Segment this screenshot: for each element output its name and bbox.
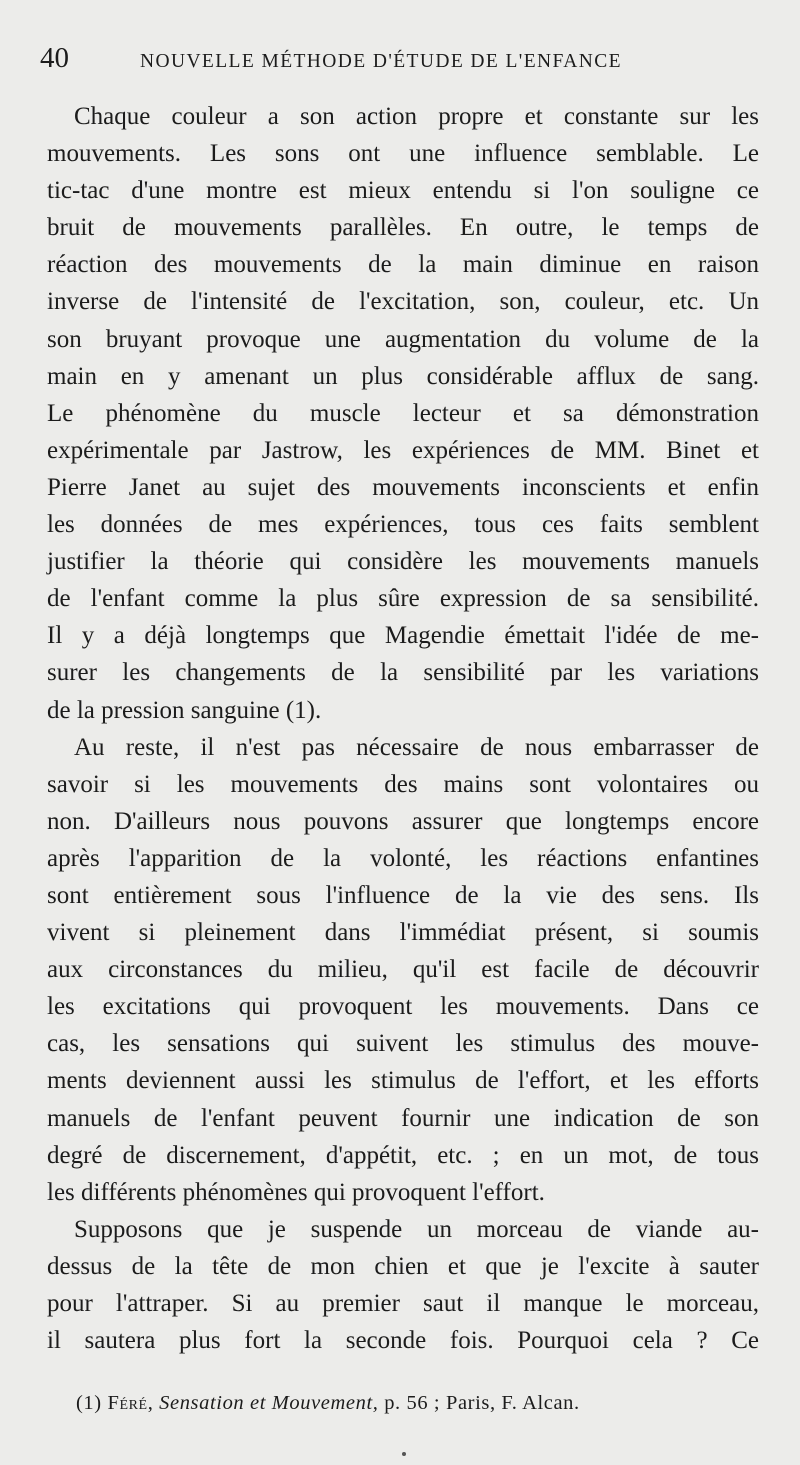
text-line: les différents phénomènes qui provoquent l'effort. xyxy=(47,1178,545,1206)
footnote-reference: p. 56 ; Paris, F. Alcan. xyxy=(384,1392,580,1414)
text-line: Le phénomène du muscle lecteur et sa démonstration xyxy=(47,399,759,427)
text-line: de l'enfant comme la plus sûre expression de sa sensibilité. xyxy=(47,585,759,613)
text-line: bruit de mouvements parallèles. En outre, le temps de xyxy=(47,214,759,242)
text-line: les données de mes expériences, tous ces faits semblent xyxy=(47,511,759,539)
text-line: sont entièrement sous l'influence de la vie des sens. Ils xyxy=(47,881,759,909)
footnote-title: Sensation et Mouvement, xyxy=(159,1392,379,1414)
text-line: expérimentale par Jastrow, les expériences de MM. Binet et xyxy=(47,436,759,464)
running-head xyxy=(40,42,764,74)
paragraph-1 xyxy=(47,98,759,729)
text-line: inverse de l'intensité de l'excitation, son, couleur, etc. Un xyxy=(47,288,759,316)
text-line: surer les changements de la sensibilité par les variations xyxy=(47,659,759,687)
text-line: manuels de l'enfant peuvent fournir une indication de son xyxy=(47,1104,759,1132)
text-line: non. D'ailleurs nous pouvons assurer que longtemps encore xyxy=(47,807,759,835)
text-line: mouvements. Les sons ont une influence semblable. Le xyxy=(47,140,759,168)
text-line: Il y a déjà longtemps que Magendie émettait l'idée de me- xyxy=(47,622,759,650)
text-line: tic-tac d'une montre est mieux entendu si l'on souligne ce xyxy=(47,177,759,205)
running-title: NOUVELLE MÉTHODE D'ÉTUDE DE L'ENFANCE xyxy=(140,51,622,72)
text-line: Pierre Janet au sujet des mouvements inconscients et enfin xyxy=(47,473,759,501)
text-line: dessus de la tête de mon chien et que je l'excite à sauter xyxy=(47,1252,759,1280)
text-line: degré de discernement, d'appétit, etc. ; en un mot, de tous xyxy=(47,1141,759,1169)
text-line: vivent si pleinement dans l'immédiat présent, si soumis xyxy=(47,919,759,947)
text-line: les excitations qui provoquent les mouvements. Dans ce xyxy=(47,993,759,1021)
text-line: il sautera plus fort la seconde fois. Pourquoi cela ? Ce xyxy=(47,1327,759,1355)
print-speck xyxy=(402,1452,406,1456)
text-line: réaction des mouvements de la main diminue en raison xyxy=(47,251,759,279)
text-line: après l'apparition de la volonté, les réactions enfantines xyxy=(47,844,759,872)
text-line: cas, les sensations qui suivent les stimulus des mouve- xyxy=(47,1030,759,1058)
text-line: pour l'attraper. Si au premier saut il manque le morceau, xyxy=(47,1290,759,1317)
page-number: 40 xyxy=(40,42,69,74)
text-line: Chaque couleur a son action propre et constante sur les xyxy=(74,103,759,130)
text-line: main en y amenant un plus considérable afflux de sang. xyxy=(47,362,759,390)
text-line: aux circonstances du milieu, qu'il est facile de découvrir xyxy=(47,956,759,984)
paragraph-2 xyxy=(47,729,759,1211)
footnote xyxy=(76,1392,580,1415)
paragraph-3 xyxy=(47,1211,759,1359)
footnote-author: Féré, xyxy=(107,1392,154,1414)
text-line: justifier la théorie qui considère les mouvements manuels xyxy=(47,548,759,576)
footnote-marker: (1) xyxy=(76,1392,102,1414)
body-text xyxy=(47,98,759,1359)
text-line: de la pression sanguine (1). xyxy=(47,696,322,724)
text-line: Au reste, il n'est pas nécessaire de nous embarrasser de xyxy=(74,733,759,761)
text-line: son bruyant provoque une augmentation du volume de la xyxy=(47,325,759,353)
text-line: ments deviennent aussi les stimulus de l'effort, et les efforts xyxy=(47,1067,759,1095)
text-line: Supposons que je suspende un morceau de viande au- xyxy=(74,1215,759,1243)
text-line: savoir si les mouvements des mains sont volontaires ou xyxy=(47,770,759,798)
